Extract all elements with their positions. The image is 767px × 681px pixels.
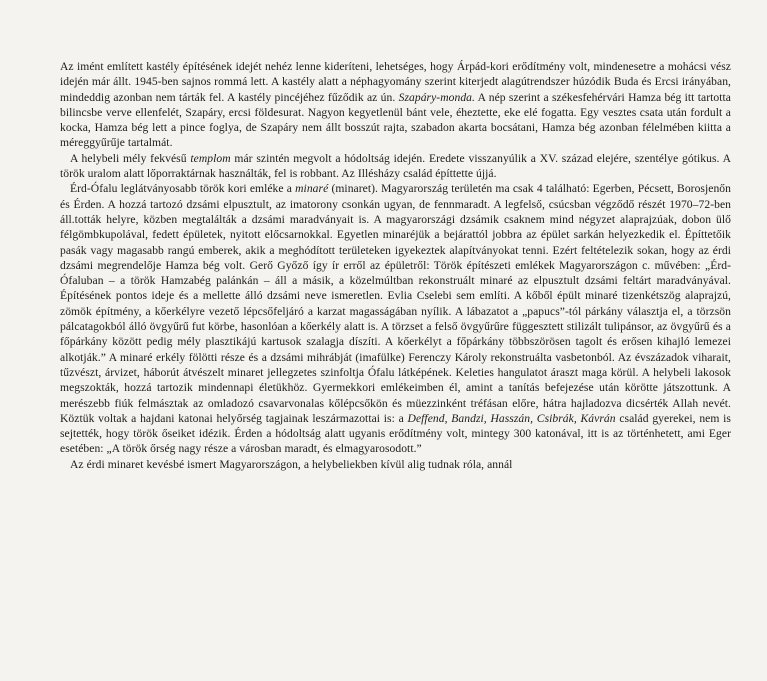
paragraph-continuation	[60, 457, 731, 472]
paragraph-minaret	[60, 181, 731, 456]
text-segment: A helybeli mély fekvésű	[70, 151, 191, 165]
text-segment: A nép szerint a székesfehérvári Hamza bég itt tartotta bilincsbe verve ellenfelét, Szapáry, ercsi földesurat. Nagyon kegyetlenül bánt vele, éheztette, eke elé fogatta. Egy vesztes csata után fordult a kocka, Hamza bég lett a pince foglya, de Szapáry nem állt bosszút rajta, szabadon akarta bocsátani, Hamza bég azonban félelmében kiitta a méreggyűrűje tartalmát.	[60, 90, 731, 150]
italic-family-names: Deffend, Bandzi, Hasszán, Csibrák, Kávrán	[407, 411, 616, 425]
text-segment: (minaret). Magyarország területén ma csak 4 található: Egerben, Pécsett, Borosjenőn és Érden. A hozzá tartozó dzsámi elpusztult, az imatorony csonkán ugyan, de fennmaradt. A legfelső, csúcsban végződő részét 1970–72-ben áll.tották helyre, közben megtalálták a dzsámi maradványait is. A magyarországi dzsámik csaknem mind négyzet alaprajzúak, dobon ülő félgömbkupolával, fedett épületek, nyitott előcsarnokkal. Egyetlen minaréjük a bejárattól jobbra az épület sarkán helyezkedik el. Építtetőik pasák vagy magasabb rangú emberek, akik a meghódított területeken igyekeztek alapítványokat tenni. Ezért feltételezik sokan, hogy az érdi dzsámi megrendelője Hamza bég volt. Gerő Győző így ír erről az épületről: Török építészeti emlékek Magyarországon c. művében: „Érd-Ófaluban – a török Hamzabég palánkán – áll a másik, a közelmúltban rekonstruált minaré az elpusztult dzsámi feltárt maradványával. Építésének pontos ideje és a mellette álló dzsámi neve ismeretlen. Evlia Cselebi sem említi. A kőből épült minaré tizenkétszög alaprajzú, zömök építmény, a kőerkélyre vezető lépcsőfeljáró a karzat magasságában nyílik. A lábazatot a „papucs”-tól párkány választja el, a törzsön pálcatagokból álló övgyűrű fut körbe, hasonlóan a kőerkély alatt is. A törzset a felső övgyűrűre függesztett stilizált tulipánsor, az övgyűrű és a főpárkány között pedig mély plasztikájú kartusok szalagja díszíti. A kőerkélyt a főpárkány többszörösen tagolt és erősen kihajló lemezei alkotják.” A minaré erkély fölötti része és a dzsámi mihrábját (imafülke) Ferenczy Károly rekonstruálta vasbetonból. Az évszázadok viharait, tűzvészt, árvizet, háborút átvészelt minaret jellegzetes szinfoltja Ófalu látképének. Keleties hangulatot áraszt maga körül. A helybeli lakosok megszokták, hozzá tartozik mindennapi életükhöz. Gyermekkori emlékeimben él, amint a tanítás befejezése után körötte játszottunk. A merészebb fiúk felmásztak az omladozó csavarvonalas kőlépcsőkön és müezzinként tréfásan előre, hátra hajladozva dicsérték Allah nevét. Köztük voltak a hajdani katonai helyőrség tagjainak leszármazottai is: a	[60, 182, 731, 425]
italic-term-minare: minaré	[295, 182, 329, 196]
text-segment: Az imént említett kastély építésének idejét nehéz lenne kideríteni, lehetséges, hogy Árpád-kori erődítmény volt, mindenesetre a mohácsi vész idején már állt. 1945-ben sajnos rommá lett. A kastély alatt a néphagyomány szerint kiterjedt alagútrendszer húzódik Buda és Ercsi irányában, mindeddig azonban nem tárták fel. A kastély pincéjéhez fűződik az ún.	[60, 60, 731, 104]
paragraph-church	[60, 151, 731, 182]
body-text	[60, 59, 731, 472]
italic-term-szapary-monda: Szapáry-monda.	[398, 90, 475, 104]
text-segment: már szintén megvolt a hódoltság idején. Eredete visszanyúlik a XV. század elejére, szentélye gótikus. A török uralom alatt lőporraktárnak használták, fel is robbant. Az Illésházy család építtette újjá.	[60, 151, 732, 181]
text-segment: család gyerekei, nem is sejtették, hogy török őseiket idézik. Érden a hódoltság alatt ugyanis erődítmény volt, mintegy 300 katonával, itt is az történhetett, ami Eger esetében: „A török őrség nagy része a városban maradt, és elmagyarosodott.”	[60, 411, 731, 456]
text-segment: Érd-Ófalu leglátványosabb török kori emléke a	[70, 182, 296, 196]
italic-term-templom: templom	[190, 151, 231, 165]
paragraph-castle	[60, 59, 731, 151]
text-segment: Az érdi minaret kevésbé ismert Magyarországon, a helybeliekben kívül alig tudnak róla, annál	[70, 457, 513, 471]
